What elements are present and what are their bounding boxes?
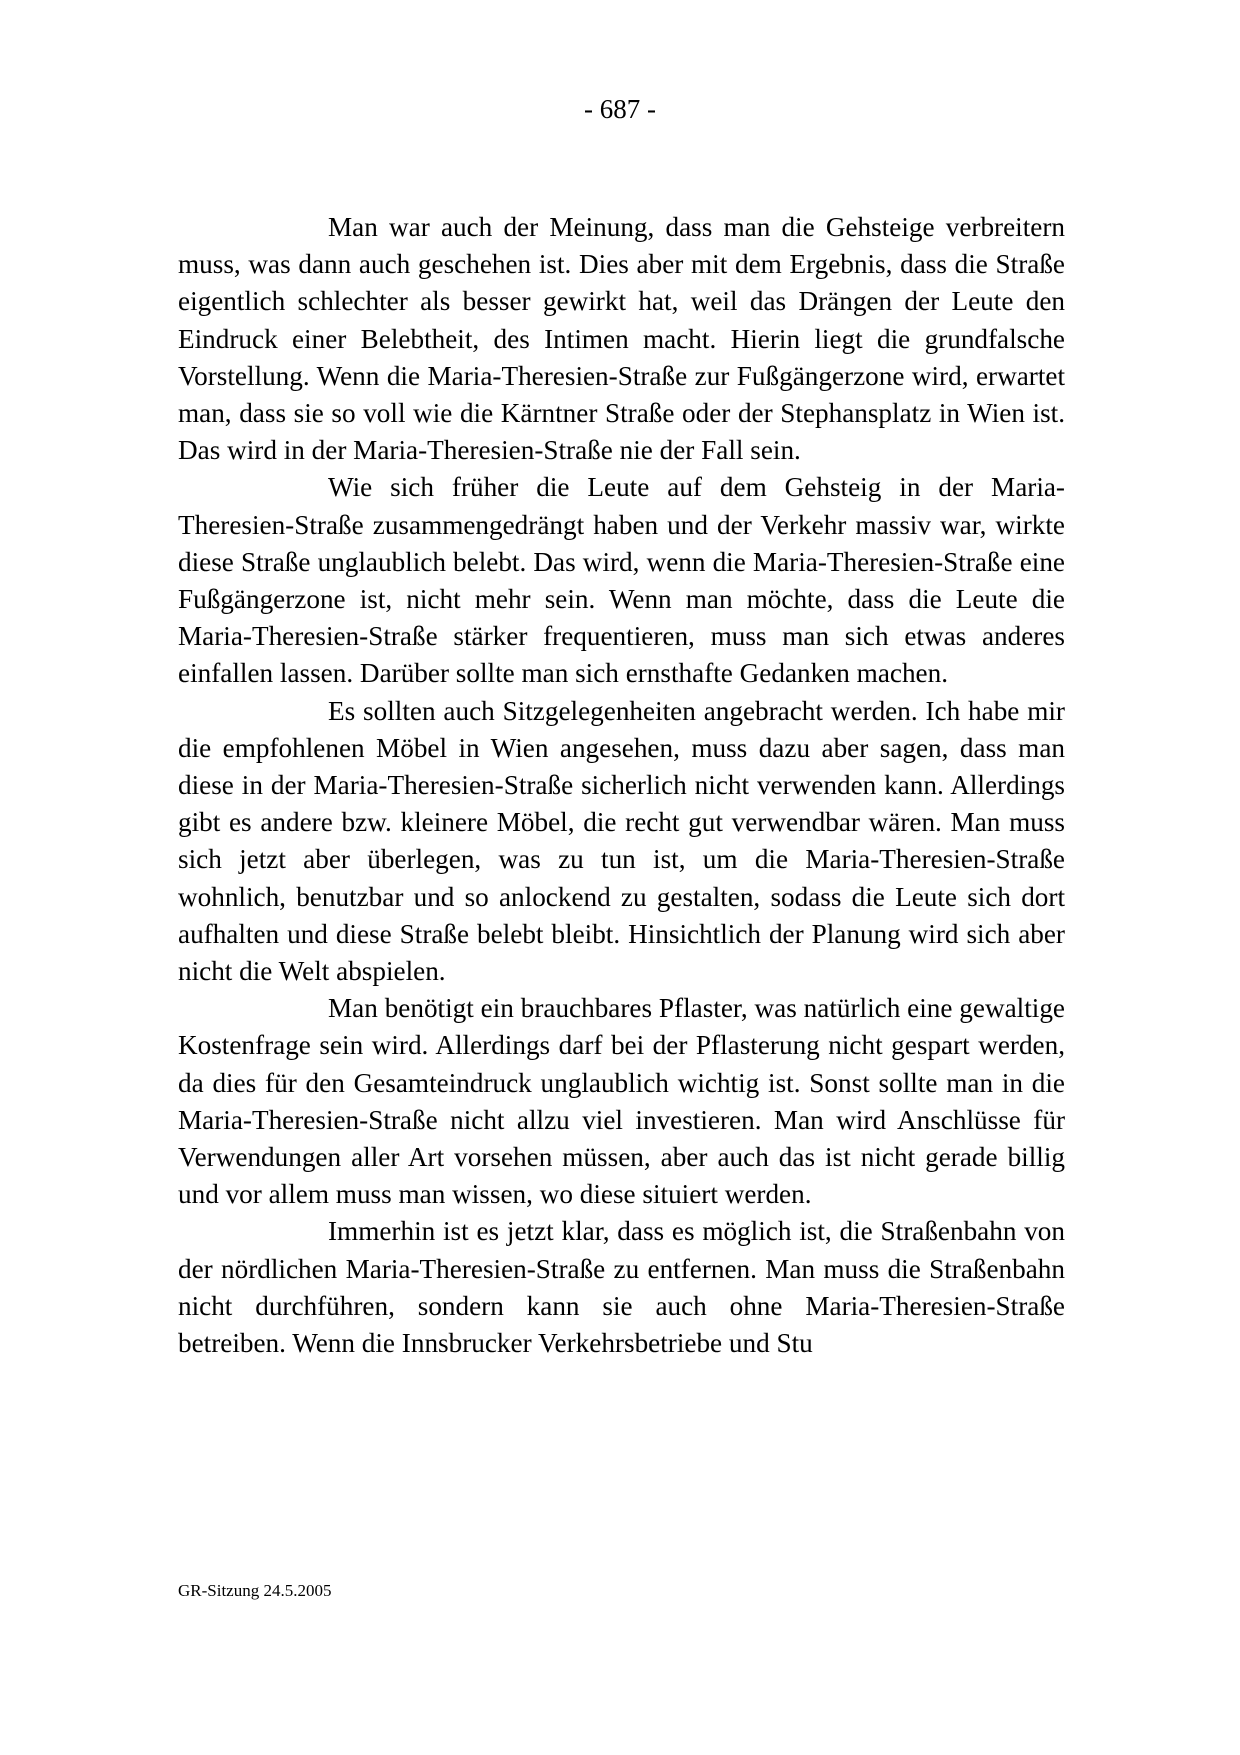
page-footer: GR-Sitzung 24.5.2005 — [178, 1581, 332, 1600]
paragraph: Es sollten auch Sitzgelegenheiten angebracht werden. Ich habe mir die empfohlenen Möbel in Wien angesehen, muss dazu aber sagen, dass man diese in der Maria-Theresien-Straße sicherlich nicht verwenden kann. Allerdings gibt es andere bzw. kleinere Möbel, die recht gut verwendbar wären. Man muss sich jetzt aber überlegen, was zu tun ist, um die Maria-Theresien-Straße wohnlich, benutzbar und so anlockend zu gestalten, sodass die Leute sich dort aufhalten und diese Straße belebt bleibt. Hinsichtlich der Planung wird sich aber nicht die Welt abspielen. — [178, 695, 1065, 987]
body-text — [178, 209, 1065, 1362]
paragraph: Wie sich früher die Leute auf dem Gehsteig in der Maria-Theresien-Straße zusammengedrängt haben und der Verkehr massiv war, wirkte diese Straße unglaublich belebt. Das wird, wenn die Maria-Theresien-Straße eine Fußgängerzone ist, nicht mehr sein. Wenn man möchte, dass die Leute die Maria-Theresien-Straße stärker frequentieren, muss man sich etwas anderes einfallen lassen. Darüber sollte man sich ernsthafte Gedanken machen. — [178, 472, 1065, 689]
page-number: - 687 - — [584, 94, 656, 124]
paragraph: Man war auch der Meinung, dass man die Gehsteige verbreitern muss, was dann auch geschehen ist. Dies aber mit dem Ergebnis, dass die Straße eigentlich schlechter als besser gewirkt hat, weil das Drängen der Leute den Eindruck einer Belebtheit, des Intimen macht. Hierin liegt die grundfalsche Vorstellung. Wenn die Maria-Theresien-Straße zur Fußgängerzone wird, erwartet man, dass sie so voll wie die Kärntner Straße oder der Stephansplatz in Wien ist. Das wird in der Maria-Theresien-Straße nie der Fall sein. — [178, 212, 1065, 466]
paragraph: Man benötigt ein brauchbares Pflaster, was natürlich eine gewaltige Kostenfrage sein wird. Allerdings darf bei der Pflasterung nicht gespart werden, da dies für den Gesamteindruck unglaublich wichtig ist. Sonst sollte man in die Maria-Theresien-Straße nicht allzu viel investieren. Man wird Anschlüsse für Verwendungen aller Art vorsehen müssen, aber auch das ist nicht gerade billig und vor allem muss man wissen, wo diese situiert werden. — [178, 993, 1065, 1210]
paragraph: Immerhin ist es jetzt klar, dass es möglich ist, die Straßenbahn von der nördlichen Maria-Theresien-Straße zu entfernen. Man muss die Straßenbahn nicht durchführen, sondern kann sie auch ohne Maria-Theresien-Straße betreiben. Wenn die Innsbrucker Verkehrsbetriebe und Stu — [178, 1216, 1065, 1359]
